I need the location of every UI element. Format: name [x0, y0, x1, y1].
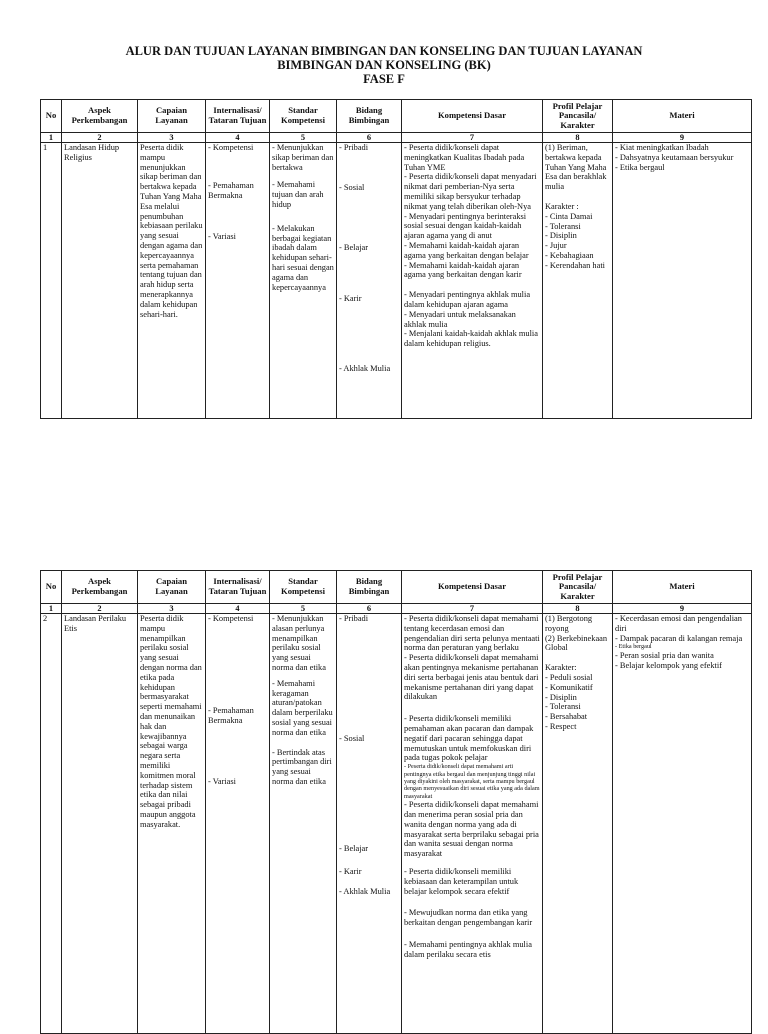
header-standar: Standar Kompetensi	[270, 100, 337, 133]
profil-intro: (2) Berkebinekaan Global	[545, 633, 608, 653]
cell-no: 2	[41, 614, 62, 1034]
table-row	[41, 143, 752, 419]
header-profil: Profil Pelajar Pancasila/ Karakter	[543, 571, 613, 604]
cell-kompetensi	[402, 143, 543, 419]
kompetensi-item: - Memahami pentingnya akhlak mulia dalam perilaku secara etis	[404, 939, 532, 959]
kompetensi-item: - Peserta didik/konseli dapat memahami akan pentingnya mekanisme pertahanan diri serta berbagai jenis atau bentuk dari mekanisme pertahanan diri yang dapat dilakukan	[404, 653, 539, 702]
materi-item: - Dahsyatnya keutamaan bersyukur	[615, 152, 734, 162]
cell-capaian: Peserta didik mampu menampilkan perilaku sosial yang sesuai dengan norma dan etika pada kehidupan bermasyarakat seperti memahami dan menunaikan hak dan kewajibannya sebagai warga negara serta memiliki komitmen moral terhadap sistem etika dan nilai sebagai pribadi maupun anggota masyarakat.	[138, 614, 206, 1034]
cell-aspek: Landasan Perilaku Etis	[62, 614, 138, 1034]
cell-no: 1	[41, 143, 62, 419]
standar-item: - Bertindak atas pertimbangan diri yang sesuai norma dan etika	[272, 747, 332, 786]
materi-item: - Kecerdasan emosi dan pengendalian diri	[615, 614, 742, 633]
kompetensi-item: - Peserta didik/konseli dapat menyadari nikmat dari pemberian-Nya serta memiliki sikap bersyukur terhadap nikmat yang telah diberikan oleh-Nya	[404, 172, 537, 211]
cell-profil	[543, 614, 613, 1034]
cell-materi	[613, 143, 752, 419]
cell-bidang	[337, 614, 402, 1034]
table-fase-f-2	[40, 570, 752, 1034]
profil-item: - Cinta Damai	[545, 211, 593, 221]
header-no: No	[41, 100, 62, 133]
internalisasi-item: - Pemahaman Bermakna	[208, 180, 254, 200]
kompetensi-item: - Peserta didik/konseli memiliki pemahaman akan pacaran dan dampak negatif dari pacaran sehingga dapat memutuskan untuk memfokuskan diri pada tugas pokok pelajar	[404, 714, 534, 763]
table-header-row	[41, 100, 752, 133]
header-kompetensi: Kompetensi Dasar	[402, 571, 543, 604]
profil-karakter-label: Karakter:	[545, 663, 577, 673]
col-num: 3	[138, 604, 206, 614]
col-num: 5	[270, 133, 337, 143]
header-aspek: Aspek Perkembangan	[62, 100, 138, 133]
table-row	[41, 614, 752, 1034]
col-num: 8	[543, 133, 613, 143]
profil-item: - Disiplin	[545, 231, 577, 241]
cell-profil	[543, 143, 613, 419]
profil-item: - Kerendahan hati	[545, 260, 605, 270]
header-bidang: Bidang Bimbingan	[337, 571, 402, 604]
header-profil: Profil Pelajar Pancasila/ Karakter	[543, 100, 613, 133]
profil-item: - Peduli sosial	[545, 672, 593, 682]
col-num: 3	[138, 133, 206, 143]
header-internalisasi: Internalisasi/ Tataran Tujuan	[206, 100, 270, 133]
title-line-2: BIMBINGAN DAN KONSELING (BK)	[277, 58, 491, 72]
materi-item: - Etika bergaul	[615, 643, 652, 651]
cell-bidang	[337, 143, 402, 419]
kompetensi-item: - Peserta didik/konseli memiliki kebiasaan dan keterampilan untuk belajar kelompok secara efektif	[404, 866, 519, 896]
kompetensi-item: - Peserta didik/konseli dapat meningkatkan Kualitas Ibadah pada Tuhan YME	[404, 143, 525, 172]
profil-item: - Jujur	[545, 241, 567, 251]
standar-item: - Melakukan berbagai kegiatan ibadah dalam kehidupan sehari-hari sesuai dengan agama dan kepercayaannya	[272, 223, 334, 292]
profil-item: - Bersahabat	[545, 712, 588, 722]
cell-materi	[613, 614, 752, 1034]
bidang-item: - Belajar	[339, 242, 369, 252]
header-kompetensi: Kompetensi Dasar	[402, 100, 543, 133]
kompetensi-item: - Peserta didik/konseli dapat memahami dan menerima peran sosial pria dan wanita dengan norma yang ada di masyarakat serta berprilaku sebagai pria dan wanita sesuai dengan norma masyarakat	[404, 800, 539, 859]
table-fase-f-1	[40, 99, 752, 419]
bidang-item: - Pribadi	[339, 614, 369, 623]
materi-item: - Dampak pacaran di kalangan remaja	[615, 633, 743, 643]
profil-item: - Toleransi	[545, 221, 581, 231]
bidang-item: - Belajar	[339, 843, 369, 853]
document-title	[0, 44, 768, 86]
col-num: 4	[206, 604, 270, 614]
col-num: 4	[206, 133, 270, 143]
table-header-row	[41, 571, 752, 604]
standar-item: - Menunjukkan sikap beriman dan bertakwa	[272, 143, 334, 172]
internalisasi-item: - Variasi	[208, 232, 236, 242]
bidang-item: - Sosial	[339, 182, 365, 192]
title-line-1: ALUR DAN TUJUAN LAYANAN BIMBINGAN DAN KONSELING DAN TUJUAN LAYANAN	[125, 44, 643, 58]
materi-item: - Peran sosial pria dan wanita	[615, 650, 714, 660]
col-num: 1	[41, 133, 62, 143]
col-num: 9	[613, 604, 752, 614]
col-num: 7	[402, 604, 543, 614]
cell-kompetensi	[402, 614, 543, 1034]
bidang-item: - Akhlak Mulia	[339, 887, 391, 897]
profil-item: - Respect	[545, 721, 577, 731]
standar-item: - Menunjukkan alasan perlunya menampilkan perilaku sosial yang sesuai norma dan etika	[272, 614, 326, 672]
internalisasi-item: - Kompetensi	[208, 614, 254, 623]
header-capaian: Capaian Layanan	[138, 100, 206, 133]
bidang-item: - Karir	[339, 294, 362, 304]
bidang-item: - Karir	[339, 867, 362, 877]
profil-item: - Disiplin	[545, 692, 577, 702]
materi-item: - Belajar kelompok yang efektif	[615, 660, 722, 670]
internalisasi-item: - Pemahaman Bermakna	[208, 705, 254, 725]
cell-standar	[270, 614, 337, 1034]
profil-item: - Kebahagiaan	[545, 250, 594, 260]
col-num: 8	[543, 604, 613, 614]
profil-item: - Komunikatif	[545, 682, 593, 692]
header-capaian: Capaian Layanan	[138, 571, 206, 604]
profil-item: - Toleransi	[545, 702, 581, 712]
header-internalisasi: Internalisasi/ Tataran Tujuan	[206, 571, 270, 604]
materi-item: - Kiat meningkatkan Ibadah	[615, 143, 709, 152]
profil-intro: (1) Beriman, bertakwa kepada Tuhan Yang Maha Esa dan berakhlak mulia	[545, 143, 607, 192]
internalisasi-item: - Kompetensi	[208, 143, 254, 152]
cell-standar	[270, 143, 337, 419]
profil-intro: (1) Bergotong royong	[545, 614, 593, 633]
kompetensi-item: - Peserta didik/konseli dapat memahami tentang kecerdasan emosi dan pengendalian diri serta pelunya mentaati norma dan peraturan yang berlaku	[404, 614, 540, 653]
standar-item: - Memahami keragaman aturan/patokan dalam berperilaku sosial yang sesuai norma dan etika	[272, 678, 333, 737]
col-num: 9	[613, 133, 752, 143]
col-num: 1	[41, 604, 62, 614]
bidang-item: - Sosial	[339, 733, 365, 743]
column-number-row	[41, 133, 752, 143]
title-line-3: FASE F	[363, 72, 405, 86]
cell-internalisasi	[206, 614, 270, 1034]
header-materi: Materi	[613, 100, 752, 133]
standar-item: - Memahami tujuan dan arah hidup	[272, 180, 324, 209]
kompetensi-item: - Mewujudkan norma dan etika yang berkaitan dengan pengembangan karir	[404, 908, 533, 928]
cell-aspek: Landasan Hidup Religius	[62, 143, 138, 419]
kompetensi-item: - Memahami kaidah-kaidah ajaran agama yang berkaitan dengan belajar	[404, 240, 529, 260]
col-num: 7	[402, 133, 543, 143]
kompetensi-item: - Peserta didik/konseli dapat memahami arti pentingnya etika bergaul dan menjunjung tinggi nilai yang diyakini oleh masyarakat, serta mampu bergaul dengan menyesuaikan diri sesuai etika yang ada dalam masyarakat	[404, 763, 540, 800]
profil-karakter-label: Karakter :	[545, 201, 579, 211]
col-num: 6	[337, 133, 402, 143]
header-standar: Standar Kompetensi	[270, 571, 337, 604]
column-number-row	[41, 604, 752, 614]
cell-capaian: Peserta didik mampu menunjukkan sikap beriman dan bertakwa kepada Tuhan Yang Maha Esa melalui penumbuhan kebiasaan perilaku yang sesuai dengan agama dan kepercayaannya serta pemahaman tentang tujuan dan arah hidup serta menerapkannya dalam kehidupan sehari-hari.	[138, 143, 206, 419]
bidang-item: - Pribadi	[339, 143, 369, 152]
kompetensi-item: - Menjalani kaidah-kaidah akhlak mulia dalam kehidupan religius.	[404, 329, 538, 349]
header-materi: Materi	[613, 571, 752, 604]
internalisasi-item: - Variasi	[208, 777, 236, 787]
col-num: 6	[337, 604, 402, 614]
kompetensi-item: - Menyadari untuk melaksanakan akhlak mulia	[404, 309, 516, 329]
kompetensi-item: - Menyadari pentingnya akhlak mulia dalam kehidupan ajaran agama	[404, 290, 531, 309]
kompetensi-item: - Menyadari pentingnya berinteraksi sosial sesuai dengan kaidah-kaidah ajaran agama yang di anut	[404, 211, 527, 241]
header-bidang: Bidang Bimbingan	[337, 100, 402, 133]
header-no: No	[41, 571, 62, 604]
bidang-item: - Akhlak Mulia	[339, 364, 391, 374]
header-aspek: Aspek Perkembangan	[62, 571, 138, 604]
materi-item: - Etika bergaul	[615, 162, 665, 172]
col-num: 2	[62, 604, 138, 614]
cell-internalisasi	[206, 143, 270, 419]
col-num: 5	[270, 604, 337, 614]
kompetensi-item: - Memahami kaidah-kaidah ajaran agama yang berkaitan dengan karir	[404, 260, 522, 280]
col-num: 2	[62, 133, 138, 143]
